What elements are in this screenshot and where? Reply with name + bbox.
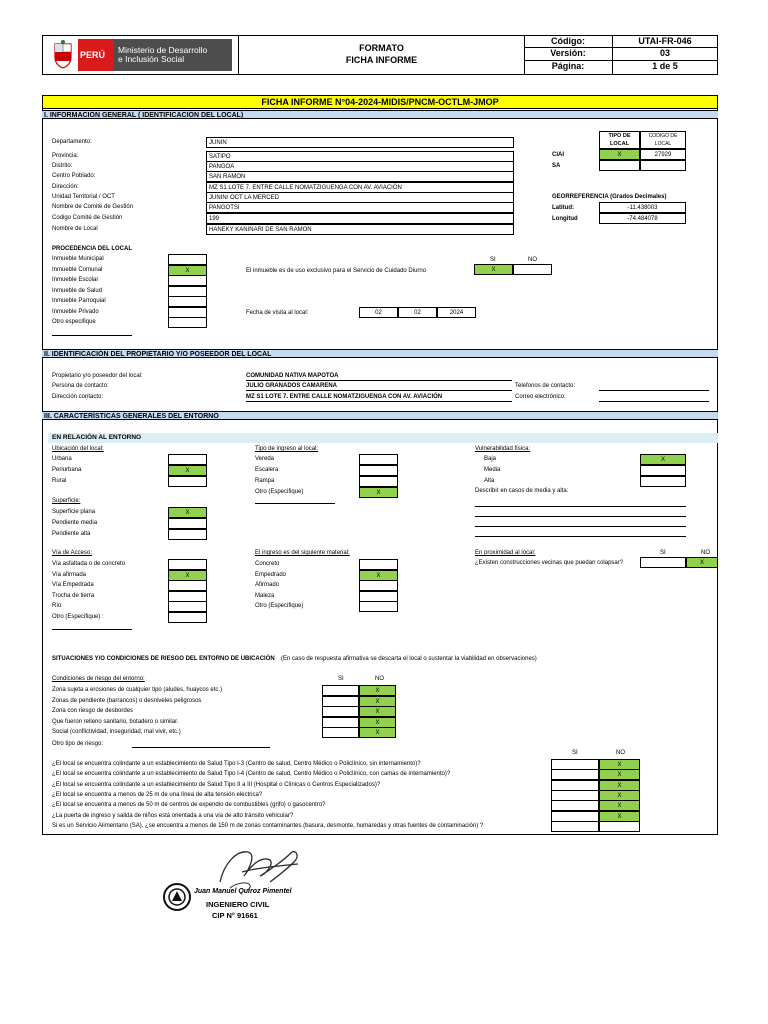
condicion-no[interactable]: X xyxy=(359,696,396,707)
proximidad-heading: En proximidad al local: xyxy=(475,550,536,556)
codigo-label: Código: xyxy=(551,36,585,46)
propietario-underline xyxy=(246,380,512,381)
ubicacion-checkbox[interactable] xyxy=(168,476,207,487)
via-checkbox[interactable] xyxy=(168,591,207,602)
otro-riesgo-label: Otro tipo de riesgo: xyxy=(52,741,104,747)
pagina-label: Página: xyxy=(551,61,585,71)
condicion-label: Que fueron relleno sanitario, botadero o similar. xyxy=(52,718,179,725)
latitud-label: Latitud: xyxy=(552,205,574,211)
superficie-label: Superficie plana xyxy=(52,509,96,515)
condiciones-no-header: NO xyxy=(375,676,384,682)
doc-type: FORMATO xyxy=(359,43,404,53)
preguntas-si-header: SI xyxy=(572,750,578,756)
proximidad-no-header: NO xyxy=(701,550,710,556)
exclusivo-no-header: NO xyxy=(528,257,537,263)
material-checkbox[interactable]: X xyxy=(359,570,398,581)
condiciones-si-header: SI xyxy=(338,676,344,682)
pregunta-no[interactable]: X xyxy=(599,769,640,780)
sa-code[interactable] xyxy=(640,160,686,171)
telefono-field[interactable] xyxy=(599,390,709,391)
procedencia-label: Inmueble Parroquial xyxy=(52,298,106,304)
section2-heading: II. IDENTIFICACIÓN DEL PROPIETARIO Y/O POSEEDOR DEL LOCAL xyxy=(42,349,718,358)
form-title: FICHA INFORME N°04-2024-MIDIS/PNCM-OCTLM-JMOP xyxy=(42,95,718,109)
ubicacion-checkbox[interactable] xyxy=(168,454,207,465)
procedencia-checkbox[interactable] xyxy=(168,275,207,286)
ubicacion-label: Rural xyxy=(52,478,67,484)
procedencia-checkbox[interactable] xyxy=(168,286,207,297)
pregunta-label: ¿El local se encuentra colindante a un establecimiento de Salud Tipo I-3 (Centro de salud, Centro Médico o Policlínico, sin internamiento)? xyxy=(52,761,421,767)
vulnerabilidad-label: Baja xyxy=(484,456,497,462)
general-info-label: Provincia: xyxy=(52,153,79,159)
georef-header: GEORREFERENCIA (Grados Decimales) xyxy=(552,194,667,200)
exclusivo-si[interactable]: X xyxy=(474,264,513,275)
condicion-label: Zona con riesgo de desbordes xyxy=(52,708,134,714)
superficie-checkbox[interactable] xyxy=(168,518,207,529)
stamp-cip: CIP N° 91661 xyxy=(212,911,258,920)
direccion-underline xyxy=(246,401,512,402)
pregunta-no[interactable]: X xyxy=(599,800,640,811)
procedencia-label: Inmueble Escolar xyxy=(52,277,99,283)
contacto-label: Persona de contacto: xyxy=(52,383,109,389)
procedencia-checkbox[interactable] xyxy=(168,296,207,307)
pregunta-no[interactable]: X xyxy=(599,780,640,791)
visita-label: Fecha de visita al local: xyxy=(246,310,309,316)
general-info-label: Centro Poblado: xyxy=(52,173,96,179)
procedencia-checkbox[interactable] xyxy=(168,254,207,265)
general-info-label: Dirección: xyxy=(52,184,79,190)
pregunta-no[interactable]: X xyxy=(599,790,640,801)
sa-label: SA xyxy=(552,163,561,169)
doc-name: FICHA INFORME xyxy=(345,55,418,65)
vulnerabilidad-label: Alta xyxy=(484,478,495,484)
correo-field[interactable] xyxy=(599,401,709,402)
vulnerabilidad-heading: Vulnerabilidad física: xyxy=(475,446,531,452)
via-checkbox[interactable]: X xyxy=(168,570,207,581)
proximidad-si[interactable] xyxy=(640,557,686,568)
general-info-value[interactable]: 199 xyxy=(206,213,514,224)
via-checkbox[interactable] xyxy=(168,612,207,623)
seal-icon xyxy=(162,882,192,912)
visita-month[interactable]: 02 xyxy=(398,307,437,318)
pregunta-label: Si es un Servicio Alimentario (SA), ¿se encuentra a menos de 150 m de zonas contaminantes (basura, desmonte, humaredas y otras fuentes de contaminación) ? xyxy=(52,822,484,829)
ciai-mark[interactable]: X xyxy=(599,149,640,160)
procedencia-label: Inmueble Comunal xyxy=(52,266,103,273)
general-info-label: Nombre de Comité de Gestión xyxy=(52,204,134,210)
superficie-checkbox[interactable]: X xyxy=(168,507,207,518)
ingreso-label: Escalera xyxy=(255,467,279,473)
otro-especifique-line xyxy=(52,335,132,336)
ubicacion-label: Urbana xyxy=(52,456,72,462)
section3-heading: III. CARACTERÍSTICAS GENERALES DEL ENTORNO xyxy=(42,411,718,420)
via-label: Vía asfaltada o de concreto xyxy=(52,561,126,567)
visita-year[interactable]: 2024 xyxy=(437,307,476,318)
superficie-label: Pendiente alta xyxy=(52,531,91,537)
procedencia-label: Inmueble Privado xyxy=(52,308,99,315)
condicion-si[interactable] xyxy=(322,727,359,738)
material-label: Concreto xyxy=(255,561,280,567)
ubicacion-checkbox[interactable]: X xyxy=(168,465,207,476)
ubicacion-label: Periurbana xyxy=(52,467,82,473)
ingreso-checkbox[interactable] xyxy=(359,476,398,487)
ubicacion-heading: Ubicación del local: xyxy=(52,446,104,452)
condicion-no[interactable]: X xyxy=(359,706,396,717)
entorno-heading: EN RELACIÓN AL ENTORNO xyxy=(48,433,718,443)
procedencia-label: Inmueble Municipal xyxy=(52,256,104,262)
exclusivo-si-header: SI xyxy=(490,257,496,263)
pagina-value: 1 de 5 xyxy=(652,61,678,71)
riesgo-heading: SITUACIONES Y/O CONDICIONES DE RIESGO DEL ENTORNO DE UBICACIÓN xyxy=(52,656,275,662)
pregunta-label: ¿La puerta de ingreso y salida de niños está orientada a una vía de alto tránsito vehicular? xyxy=(52,812,294,819)
handwritten-signature xyxy=(200,842,310,894)
direccion-contacto-value[interactable]: MZ S1 LOTE 7. ENTRE CALLE NOMATZIGUENGA CON AV. AVIACIÓN xyxy=(246,394,443,400)
logo-ministry-line2: e Inclusión Social xyxy=(118,54,185,64)
via-checkbox[interactable] xyxy=(168,601,207,612)
via-otro-line xyxy=(52,629,132,630)
pregunta-label: ¿El local se encuentra a menos de 50 m de centros de expendio de combustibles (grifo) o gasocentro? xyxy=(52,802,326,809)
general-info-value[interactable]: PANGOTSI xyxy=(206,202,514,213)
version-value: 03 xyxy=(659,48,670,58)
exclusivo-no[interactable] xyxy=(513,264,552,275)
superficie-checkbox[interactable] xyxy=(168,529,207,540)
condicion-label: Zona sujeta a erosiones de cualquier tipo (aludes, huaycos etc.) xyxy=(52,687,223,693)
contacto-value[interactable]: JULIO GRANADOS CAMARENA xyxy=(246,383,338,389)
ingreso-heading: Tipo de ingreso al local: xyxy=(255,446,319,452)
proximidad-question: ¿Existen construcciones vecinas que puedan colapsar? xyxy=(475,560,624,566)
ingreso-checkbox[interactable] xyxy=(359,454,398,465)
via-label: Vía afirmada xyxy=(52,571,87,578)
condicion-no[interactable]: X xyxy=(359,727,396,738)
superficie-label: Pendiente media xyxy=(52,520,98,526)
procedencia-checkbox[interactable] xyxy=(168,307,207,318)
via-heading: Vía de Acceso: xyxy=(52,550,93,556)
general-info-value[interactable]: MZ S1 LOTE 7. ENTRE CALLE NOMATZIGUENGA CON AV. AVIACIÓN xyxy=(206,182,514,193)
stamp-name: Juan Manuel Quiroz Pimentel xyxy=(194,888,292,895)
ciai-code[interactable]: 27929 xyxy=(640,149,686,160)
general-info-label: Departamento: xyxy=(52,139,92,145)
describir-line-2[interactable] xyxy=(475,516,686,517)
material-checkbox[interactable] xyxy=(359,591,398,602)
condicion-si[interactable] xyxy=(322,685,359,696)
via-label: Otro (Especifique) : xyxy=(52,613,104,620)
via-label: Vía Empedrada xyxy=(52,582,94,588)
ministry-logo xyxy=(48,39,232,71)
proximidad-no[interactable]: X xyxy=(686,557,718,568)
pregunta-label: ¿El local se encuentra colindante a un establecimiento de Salud Tipo I-4 (Centro de salud, Centro Médico o Policlínico, con camas de internamiento)? xyxy=(52,771,451,778)
material-label: Afirmado xyxy=(255,582,280,588)
direccion-contacto-label: Dirección contacto: xyxy=(52,394,104,400)
vulnerabilidad-checkbox[interactable] xyxy=(640,465,686,476)
pregunta-no[interactable]: X xyxy=(599,811,640,822)
describir-line-4[interactable] xyxy=(475,536,686,537)
material-heading: El ingreso es del siguiente material: xyxy=(255,550,350,556)
condicion-si[interactable] xyxy=(322,706,359,717)
general-info-label: Distrito: xyxy=(52,163,73,169)
general-info-value[interactable]: PANGOA xyxy=(206,161,514,172)
codigo-value: UTAI-FR-046 xyxy=(638,36,692,46)
longitud-value[interactable]: -74.484078 xyxy=(599,213,686,224)
riesgo-note: (En caso de respuesta afirmativa se descarta el local o sustentar la viabilidad en observaciones) xyxy=(281,656,537,662)
section1-heading: I. INFORMACIÓN GENERAL ( IDENTIFICACIÓN DEL LOCAL) xyxy=(42,110,718,119)
ingreso-checkbox[interactable]: X xyxy=(359,487,398,498)
material-checkbox[interactable] xyxy=(359,601,398,612)
ingreso-otro-line xyxy=(255,503,335,504)
tipo-local-header: TIPO DE LOCAL xyxy=(599,131,640,149)
procedencia-checkbox[interactable]: X xyxy=(168,265,207,276)
describir-label: Describir en casos de media y alta: xyxy=(475,488,569,494)
condiciones-heading: Condiciones de riesgo del entorno: xyxy=(52,676,145,682)
general-info-value[interactable]: JUNIN xyxy=(206,137,514,148)
superficie-heading: Superficie: xyxy=(52,498,81,504)
material-checkbox[interactable] xyxy=(359,580,398,591)
procedencia-checkbox[interactable] xyxy=(168,317,207,328)
describir-line-3[interactable] xyxy=(475,526,686,527)
via-label: Río xyxy=(52,603,62,609)
codigo-local-header: CODIGO DE LOCAL xyxy=(640,131,686,149)
general-info-value[interactable]: JUNIN/ OCT LA MERCED xyxy=(206,192,514,203)
via-checkbox[interactable] xyxy=(168,559,207,570)
exclusivo-question: El inmueble es de uso exclusivo para el Servicio de Cuidado Diurno xyxy=(246,268,427,274)
correo-label: Correo electrónico: xyxy=(515,394,566,400)
propietario-value[interactable]: COMUNIDAD NATIVA MAPOTOA xyxy=(246,373,339,379)
telefono-label: Telefonos de contacto: xyxy=(515,383,576,389)
describir-line-1[interactable] xyxy=(475,506,686,507)
general-info-label: Codigo Comité de Gestión xyxy=(52,215,123,221)
procedencia-label: Otro especifique xyxy=(52,319,96,325)
pregunta-no[interactable] xyxy=(599,821,640,832)
condicion-no[interactable]: X xyxy=(359,717,396,728)
procedencia-heading: PROCEDENCIA DEL LOCAL xyxy=(52,246,133,252)
pregunta-no[interactable]: X xyxy=(599,759,640,770)
visita-day[interactable]: 02 xyxy=(359,307,398,318)
condicion-label: Social (conflictividad, inseguridad, mal vivir, etc.) xyxy=(52,729,181,735)
latitud-value[interactable]: -11.438003 xyxy=(599,202,686,213)
condicion-si[interactable] xyxy=(322,717,359,728)
vulnerabilidad-checkbox[interactable] xyxy=(640,476,686,487)
material-label: Maleza xyxy=(255,592,275,599)
logo-ministry-line1: Ministerio de Desarrollo xyxy=(118,45,208,55)
general-info-label: Unidad Territorial / OCT xyxy=(52,194,115,200)
peru-shield-icon xyxy=(48,39,78,71)
vulnerabilidad-checkbox[interactable]: X xyxy=(640,454,686,465)
general-info-label: Nombre de Local xyxy=(52,226,98,232)
pregunta-label: ¿El local se encuentra a menos de 25 m de una línea de alta tensión eléctrica? xyxy=(52,791,263,798)
ingreso-checkbox[interactable] xyxy=(359,465,398,476)
procedencia-label: Inmueble de Salud xyxy=(52,287,103,294)
preguntas-no-header: NO xyxy=(616,750,625,756)
general-info-value[interactable]: HANEKY KANINARI DE SAN RAMON xyxy=(206,224,514,235)
logo-peru-text: PERÚ xyxy=(80,50,106,60)
material-label: Otro (Especifique) xyxy=(255,603,304,609)
material-checkbox[interactable] xyxy=(359,559,398,570)
condicion-label: Zonas de pendiente (barrancos) o desniveles peligrosos xyxy=(52,697,202,704)
pregunta-label: ¿El local se encuentra colindante a un establecimiento de Salud Tipo II a III (Hospital o Clínicas o Centros Especializados)? xyxy=(52,781,381,788)
via-checkbox[interactable] xyxy=(168,580,207,591)
proximidad-si-header: SI xyxy=(660,550,666,556)
stamp-profession: INGENIERO CIVIL xyxy=(206,900,270,909)
ingreso-label: Otro (Especifique) xyxy=(255,489,304,495)
vulnerabilidad-label: Media xyxy=(484,467,501,473)
material-label: Empedrado xyxy=(255,571,287,578)
ciai-label: CIAI xyxy=(552,152,564,158)
via-label: Trocha de tierra xyxy=(52,592,95,599)
version-label: Versión: xyxy=(550,48,586,58)
longitud-label: Longitud xyxy=(552,216,578,222)
ingreso-label: Vereda xyxy=(255,456,275,462)
condicion-si[interactable] xyxy=(322,696,359,707)
signature-stamp xyxy=(160,842,300,934)
propietario-label: Propietario y/o poseedor del local: xyxy=(52,373,143,379)
sa-mark[interactable] xyxy=(599,160,640,171)
condicion-no[interactable]: X xyxy=(359,685,396,696)
general-info-value[interactable]: SAN RAMON xyxy=(206,171,514,182)
otro-riesgo-field[interactable] xyxy=(132,747,270,748)
ingreso-label: Rampa xyxy=(255,478,275,484)
pregunta-si[interactable] xyxy=(551,821,599,832)
general-info-value[interactable]: SATIPO xyxy=(206,151,514,162)
contacto-underline xyxy=(246,390,512,391)
